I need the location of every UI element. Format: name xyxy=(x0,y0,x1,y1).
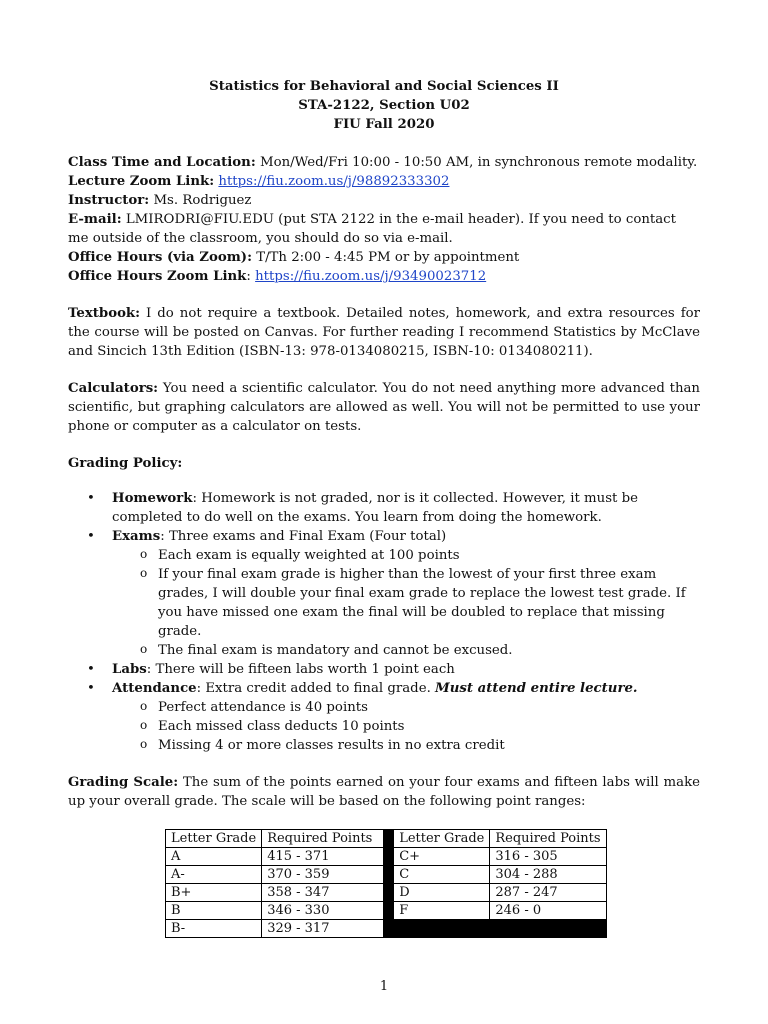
instructor-label: Instructor: xyxy=(68,193,150,208)
list-item: o If your final exam grade is higher than the lowest of your first three exam grades, I will double your final exam grade to replace the lowest test grade. If you have missed one exam the final will be doubled to replace that missing grade. xyxy=(112,565,700,641)
table-cell: B xyxy=(166,902,262,920)
table-cell: 358 - 347 xyxy=(262,884,384,902)
document-title xyxy=(68,77,700,134)
table-cell: F xyxy=(394,902,490,920)
textbook-label: Textbook: xyxy=(68,306,141,321)
office-zoom-sep: : xyxy=(246,269,256,284)
office-zoom-link[interactable]: https://fiu.zoom.us/j/93490023712 xyxy=(255,269,487,284)
table-cell: A xyxy=(166,848,262,866)
homework-text: : Homework is not graded, nor is it collected. However, it must be completed to do well on the exams. You learn from doing the homework. xyxy=(112,491,638,525)
table-cell: 246 - 0 xyxy=(490,902,606,920)
course-info xyxy=(68,153,700,286)
office-hours-value: T/Th 2:00 - 4:45 PM or by appointment xyxy=(251,250,520,265)
table-cell: C+ xyxy=(394,848,490,866)
office-zoom-line xyxy=(68,267,700,286)
list-item-labs xyxy=(68,660,700,679)
table-divider xyxy=(384,866,394,884)
table-divider xyxy=(384,920,394,938)
course-section: STA-2122, Section U02 xyxy=(298,98,470,113)
office-hours-line xyxy=(68,248,700,267)
attendance-sublist xyxy=(112,698,700,755)
exam-sublist xyxy=(112,546,700,660)
grading-policy-list xyxy=(68,489,700,755)
table-cell: 316 - 305 xyxy=(490,848,606,866)
office-hours-label: Office Hours (via Zoom): xyxy=(68,250,252,265)
grading-scale-paragraph xyxy=(68,773,700,811)
table-row xyxy=(166,866,607,884)
table-cell: D xyxy=(394,884,490,902)
labs-label: Labs xyxy=(112,662,147,677)
class-time-value: Mon/Wed/Fri 10:00 - 10:50 AM, in synchronous remote modality. xyxy=(255,155,698,170)
calculators-label: Calculators: xyxy=(68,381,159,396)
grading-policy-heading: Grading Policy: xyxy=(68,456,183,471)
list-item: o The final exam is mandatory and cannot be excused. xyxy=(112,641,700,660)
list-item-homework xyxy=(68,489,700,527)
email-label: E-mail: xyxy=(68,212,122,227)
table-header-row xyxy=(166,830,607,848)
table-cell: 346 - 330 xyxy=(262,902,384,920)
table-cell: 370 - 359 xyxy=(262,866,384,884)
course-title: Statistics for Behavioral and Social Sciences II xyxy=(209,79,559,94)
table-cell: 415 - 371 xyxy=(262,848,384,866)
calculators-text: You need a scientific calculator. You do not need anything more advanced than scientific, but graphing calculators are allowed as well. You will not be permitted to use your phone or computer as a calculator on tests. xyxy=(68,381,700,434)
table-cell: A- xyxy=(166,866,262,884)
instructor-value: Ms. Rodriguez xyxy=(149,193,252,208)
table-divider xyxy=(384,830,394,848)
list-item-attendance xyxy=(68,679,700,755)
lecture-zoom-label: Lecture Zoom Link: xyxy=(68,174,215,189)
lecture-zoom-line xyxy=(68,172,700,191)
table-filler-cell xyxy=(394,920,490,938)
list-item: o Missing 4 or more classes results in no extra credit xyxy=(112,736,700,755)
class-time-label: Class Time and Location: xyxy=(68,155,256,170)
table-cell: 329 - 317 xyxy=(262,920,384,938)
attendance-label: Attendance xyxy=(112,681,197,696)
email-line xyxy=(68,210,700,248)
table-row xyxy=(166,884,607,902)
class-time-line xyxy=(68,153,700,172)
attendance-emphasis: Must attend entire lecture. xyxy=(435,681,638,696)
table-divider xyxy=(384,884,394,902)
lecture-zoom-link[interactable]: https://fiu.zoom.us/j/98892333302 xyxy=(218,174,450,189)
table-cell: B+ xyxy=(166,884,262,902)
office-zoom-label: Office Hours Zoom Link xyxy=(68,269,247,284)
table-header-cell: Required Points xyxy=(490,830,606,848)
list-item: o Perfect attendance is 40 points xyxy=(112,698,700,717)
attendance-text: : Extra credit added to final grade. xyxy=(196,681,436,696)
textbook-paragraph xyxy=(68,304,700,361)
table-filler-cell xyxy=(490,920,606,938)
table-header-cell: Required Points xyxy=(262,830,384,848)
textbook-text: I do not require a textbook. Detailed notes, homework, and extra resources for the course will be posted on Canvas. For further reading I recommend Statistics by McClave and Sincich 13th Edition (ISBN-13: 978-0134080215, ISBN-10: 0134080211). xyxy=(68,306,700,359)
homework-label: Homework xyxy=(112,491,193,506)
exams-label: Exams xyxy=(112,529,161,544)
list-item-exams xyxy=(68,527,700,660)
list-item: o Each exam is equally weighted at 100 points xyxy=(112,546,700,565)
instructor-line xyxy=(68,191,700,210)
table-row xyxy=(166,848,607,866)
table-row xyxy=(166,920,607,938)
table-header-cell: Letter Grade xyxy=(166,830,262,848)
grading-scale-label: Grading Scale: xyxy=(68,775,179,790)
email-value: LMIRODRI@FIU.EDU (put STA 2122 in the e-mail header). If you need to contact me outside of the classroom, you should do so via e-mail. xyxy=(68,212,676,246)
table-row xyxy=(166,902,607,920)
table-cell: B- xyxy=(166,920,262,938)
page-number: 1 xyxy=(379,979,389,994)
course-term: FIU Fall 2020 xyxy=(333,117,435,132)
table-header-cell: Letter Grade xyxy=(394,830,490,848)
table-divider xyxy=(384,848,394,866)
table-divider xyxy=(384,902,394,920)
list-item: o Each missed class deducts 10 points xyxy=(112,717,700,736)
table-cell: C xyxy=(394,866,490,884)
grading-scale-text: The sum of the points earned on your four exams and fifteen labs will make up your overall grade. The scale will be based on the following point ranges: xyxy=(68,775,700,809)
labs-text: : There will be fifteen labs worth 1 point each xyxy=(146,662,455,677)
exams-text: : Three exams and Final Exam (Four total) xyxy=(160,529,447,544)
table-cell: 304 - 288 xyxy=(490,866,606,884)
table-cell: 287 - 247 xyxy=(490,884,606,902)
page-content xyxy=(68,77,700,938)
calculators-paragraph xyxy=(68,379,700,436)
grading-scale-table xyxy=(165,829,607,938)
